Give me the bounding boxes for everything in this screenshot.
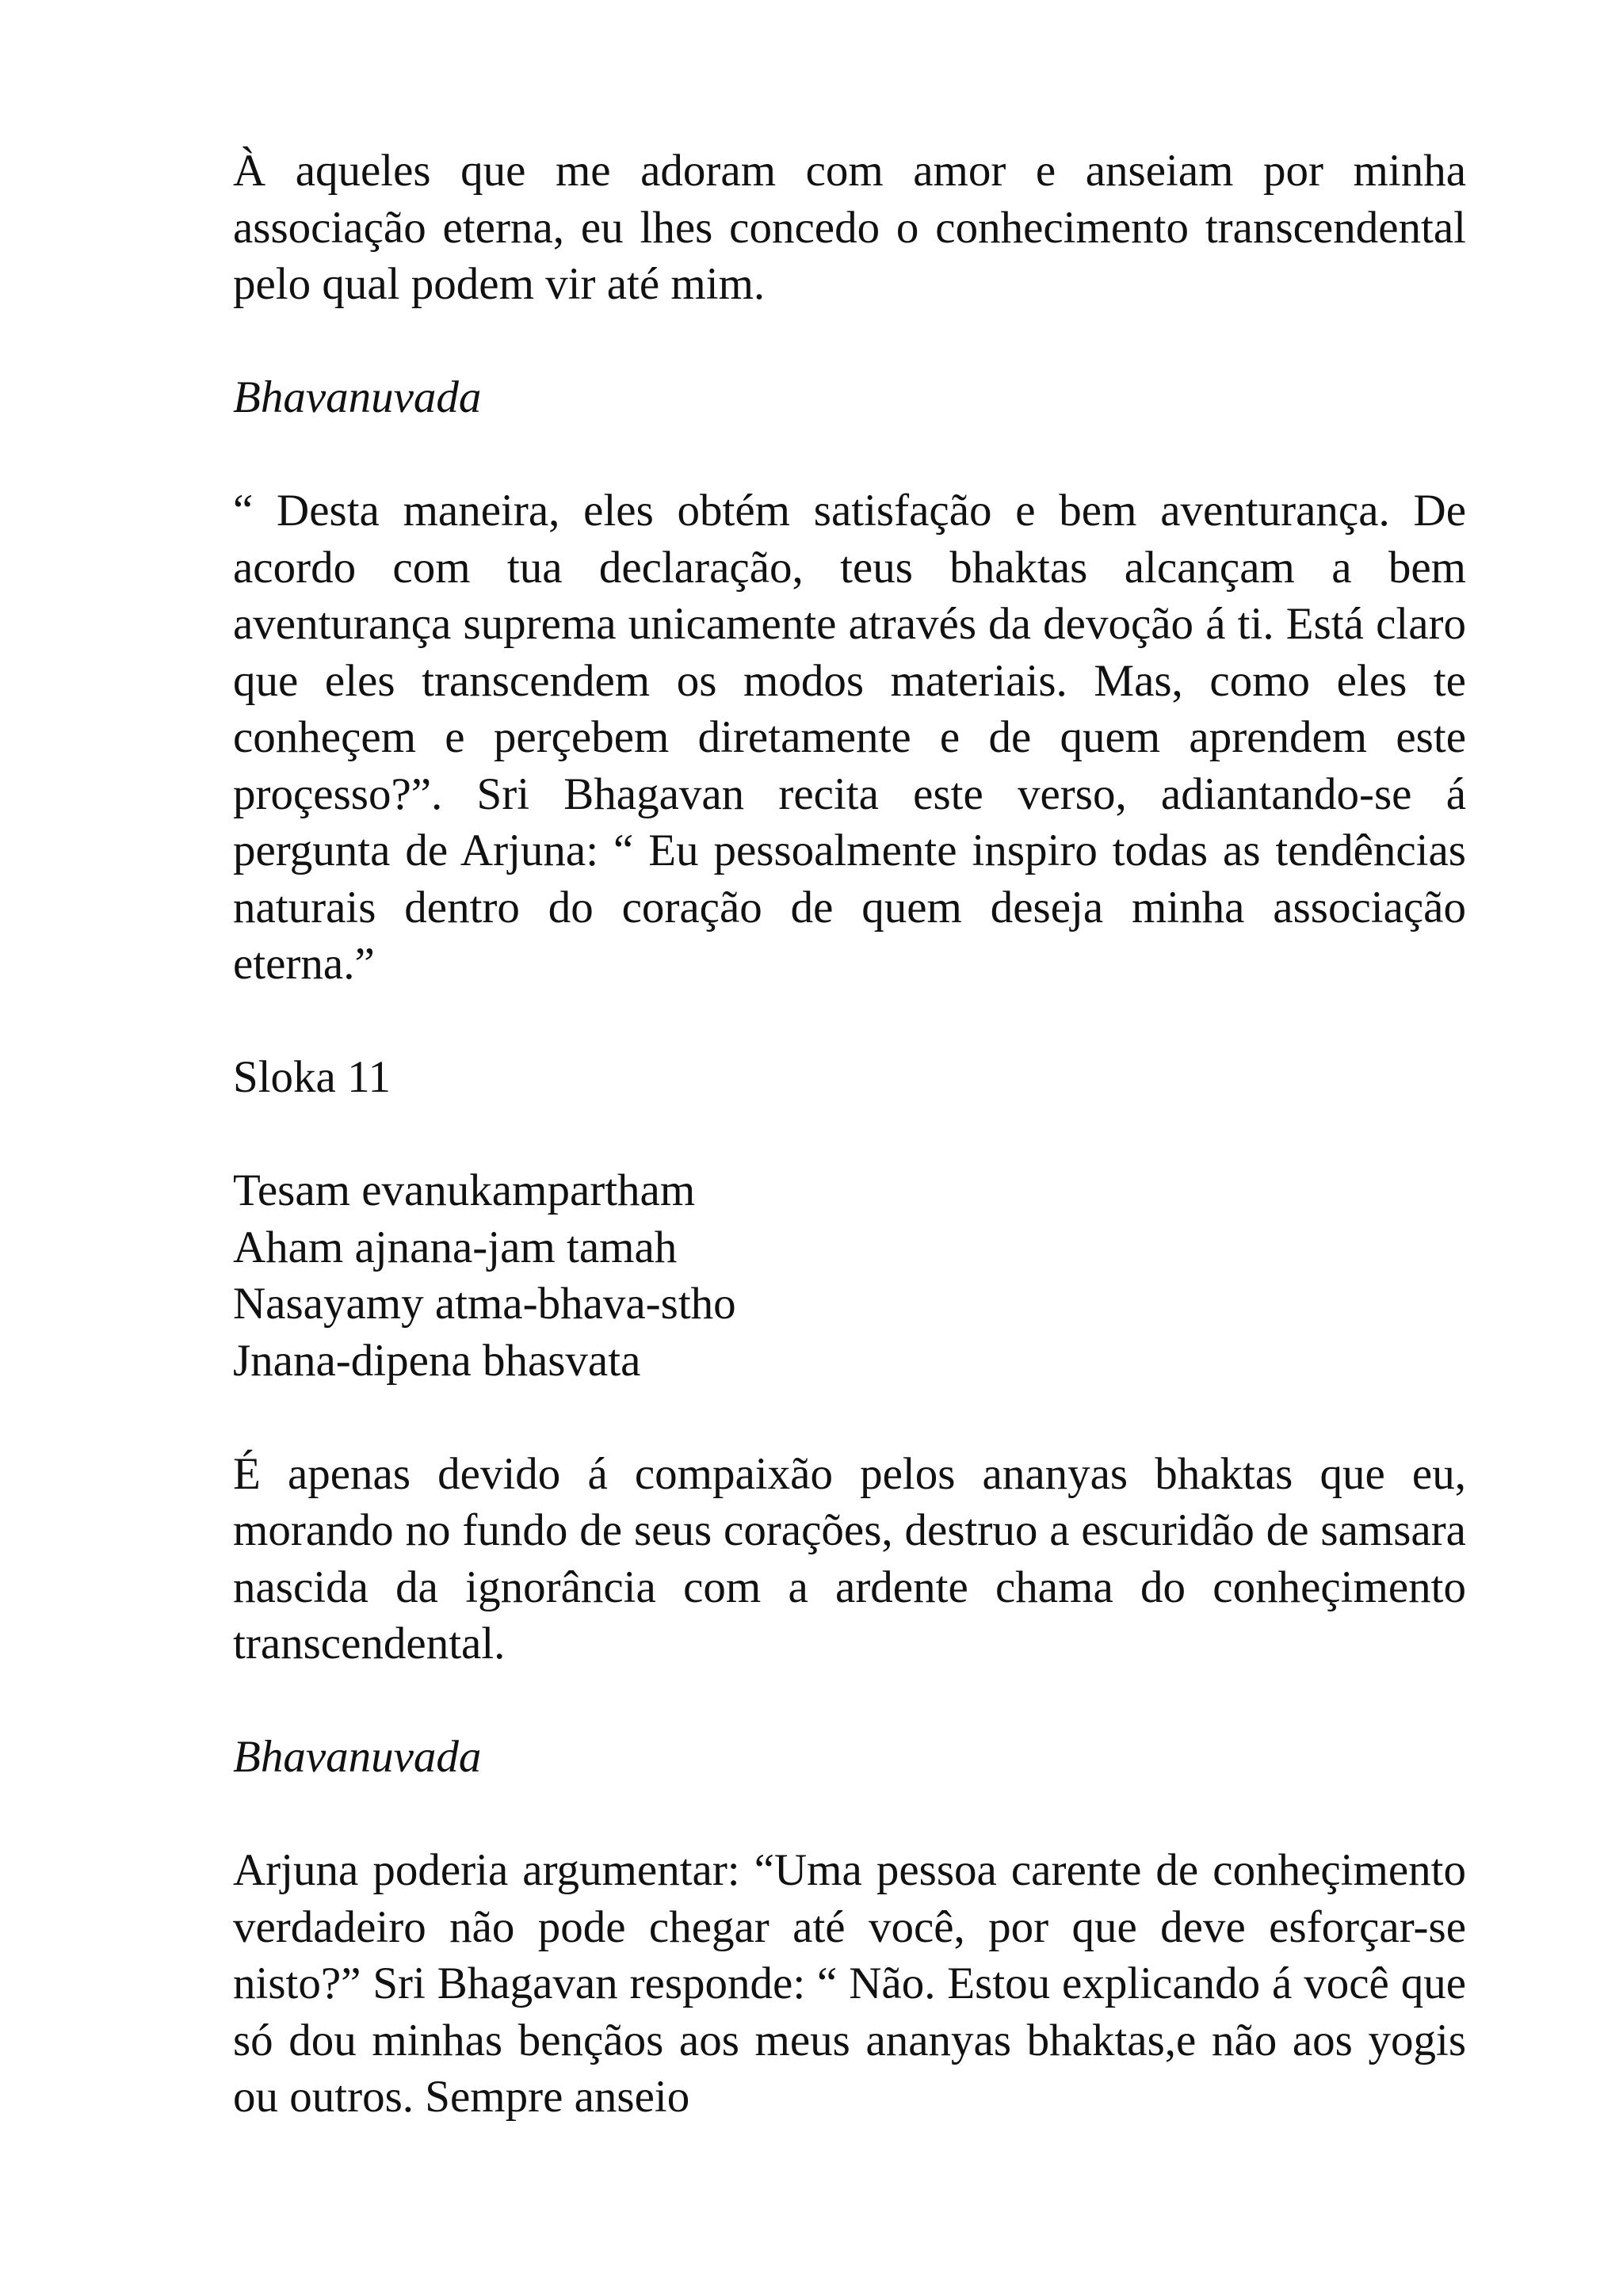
paragraph-commentary: “ Desta maneira, eles obtém satisfação e bem aventurança. De acordo com tua declaração, teus bhaktas alcançam a bem aventurança suprema unicamente através da devoção á ti. Está claro que eles transcendem os modos materiais. Mas, como eles te conheçem e perçebem diretamente e de quem aprendem este proçesso?”. Sri Bhagavan recita este verso, adiantando-se á pergunta de Arjuna: “ Eu pessoalmente inspiro todas as tendências naturais dentro do coração de quem deseja minha associação eterna.” xyxy=(233,486,1466,989)
verse-line: Nasayamy atma-bhava-stho xyxy=(233,1279,736,1329)
sloka-heading: Sloka 11 xyxy=(233,1052,391,1102)
verse-line: Aham ajnana-jam tamah xyxy=(233,1222,678,1272)
paragraph-intro: À aqueles que me adoram com amor e anseiam por minha associação eterna, eu lhes concedo o conhecimento transcendental pelo qual podem vir até mim. xyxy=(233,146,1466,309)
sloka-verse xyxy=(233,1162,1466,1389)
verse-line: Tesam evanukampartham xyxy=(233,1165,696,1215)
document-page xyxy=(233,143,1466,2126)
section-heading-bhavanuvada: Bhavanuvada xyxy=(233,1732,482,1782)
section-heading-bhavanuvada: Bhavanuvada xyxy=(233,372,482,422)
verse-line: Jnana-dipena bhasvata xyxy=(233,1335,641,1386)
paragraph-commentary-continued: Arjuna poderia argumentar: “Uma pessoa carente de conheçimento verdadeiro não pode chegar até você, por que deve esforçar-se nisto?” Sri Bhagavan responde: “ Não. Estou explicando á você que só dou minhas bençãos aos meus ananyas bhaktas,e não aos yogis ou outros. Sempre anseio xyxy=(233,1845,1466,2122)
paragraph-translation: É apenas devido á compaixão pelos ananyas bhaktas que eu, morando no fundo de seus corações, destruo a escuridão de samsara nascida da ignorância com a ardente chama do conheçimento transcendental. xyxy=(233,1448,1466,1669)
